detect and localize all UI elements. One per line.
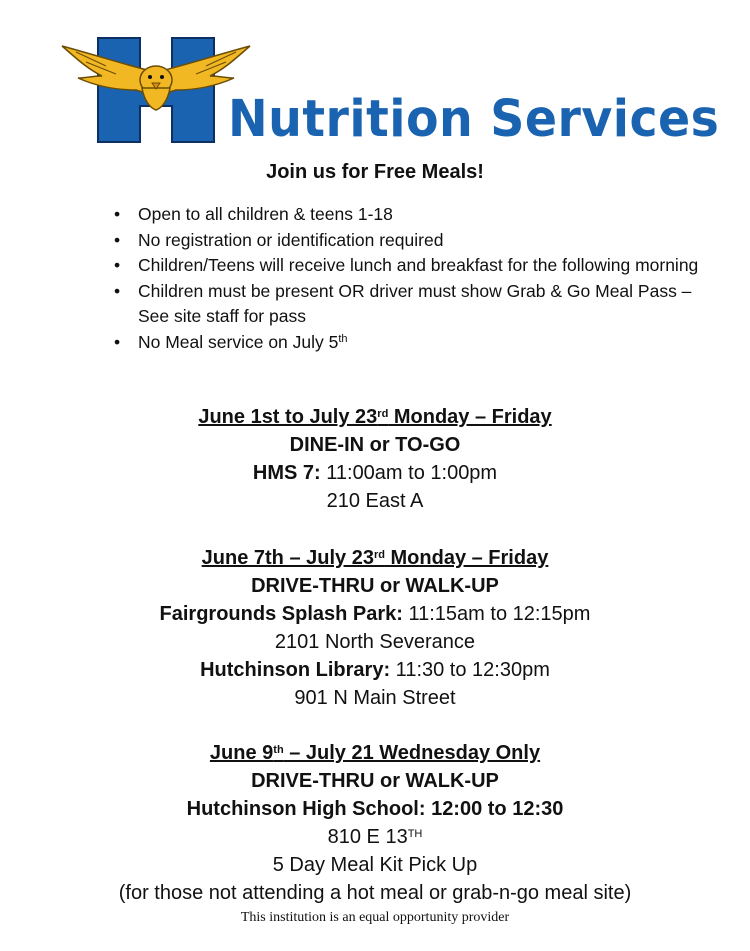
superscript: th [338, 332, 348, 345]
service-mode: DRIVE-THRU or WALK-UP [251, 770, 499, 792]
meal-kit-note: (for those not attending a hot meal or grab-n-go meal site) [118, 882, 632, 904]
heading-text: June 1st to July 23 [198, 406, 378, 428]
superscript: rd [373, 549, 385, 561]
eagle-h-logo-icon [56, 28, 256, 148]
heading-text: – July 21 Wednesday Only [283, 742, 541, 764]
schedule-block-1 [0, 403, 750, 515]
site-line [0, 459, 750, 487]
site-address: 901 N Main Street [294, 687, 456, 709]
service-mode: DRIVE-THRU or WALK-UP [251, 575, 499, 597]
brand-title: Nutrition Services [228, 90, 720, 149]
footer-disclaimer: This institution is an equal opportunity provider [240, 910, 510, 925]
heading-text: Monday – Friday [384, 547, 549, 569]
site-address [0, 823, 750, 851]
superscript: th [273, 744, 284, 756]
schedule-heading [0, 544, 750, 572]
header [56, 28, 720, 158]
schedule-heading [0, 403, 750, 431]
schedule-block-3 [0, 739, 750, 907]
superscript: rd [377, 408, 389, 420]
list-item: • No registration or identification required [112, 228, 712, 254]
heading-text: June 9 [209, 742, 274, 764]
schedule-heading [0, 739, 750, 767]
address-text: 810 E 13 [327, 826, 408, 848]
eligibility-list [112, 202, 712, 355]
service-mode: DINE-IN or TO-GO [289, 434, 461, 456]
schedule-block-2 [0, 544, 750, 712]
site-label: HMS 7: [252, 462, 321, 484]
meal-kit-line: 5 Day Meal Kit Pick Up [272, 854, 478, 876]
site-time: 11:00am to 1:00pm [320, 462, 498, 484]
site-line: Hutchinson High School: 12:00 to 12:30 [186, 798, 564, 820]
list-item: • Open to all children & teens 1-18 [112, 202, 712, 228]
list-item [112, 330, 712, 356]
site-address: 2101 North Severance [274, 631, 476, 653]
site-label: Hutchinson Library: [200, 659, 391, 681]
site-time: 11:15am to 12:15pm [402, 603, 591, 625]
heading-text: Monday – Friday [388, 406, 552, 428]
site-label: Fairgrounds Splash Park: [159, 603, 403, 625]
site-line [0, 656, 750, 684]
site-time: 11:30 to 12:30pm [390, 659, 550, 681]
superscript: TH [407, 828, 423, 840]
heading-text: June 7th – July 23 [201, 547, 374, 569]
list-item: • Children must be present OR driver must show Grab & Go Meal Pass – See site staff for pass [112, 279, 712, 330]
list-item: • Children/Teens will receive lunch and breakfast for the following morning [112, 253, 712, 279]
tagline: Join us for Free Meals! [266, 161, 484, 183]
list-item-text: No Meal service on July 5 [138, 331, 339, 352]
site-line [0, 600, 750, 628]
site-address: 210 East A [326, 490, 424, 512]
